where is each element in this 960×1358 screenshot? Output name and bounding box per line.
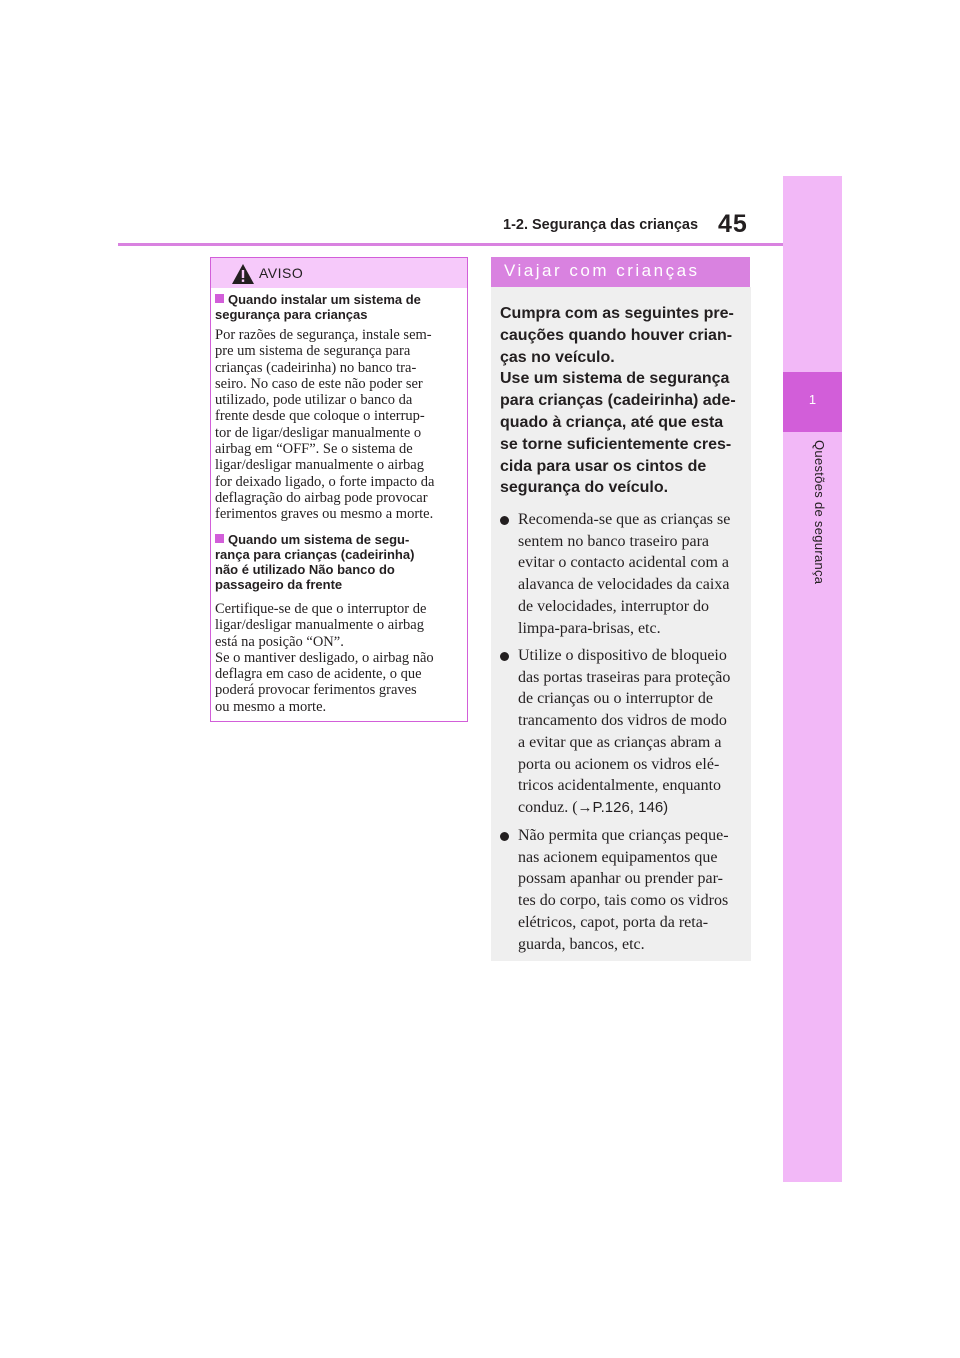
page-reference-link[interactable]: →P.126, 146) (577, 798, 669, 816)
bullet-dot-icon (500, 652, 509, 661)
warning-box (210, 257, 468, 722)
warning-heading-1-text: Quando instalar um sistema de segurança para crianças (215, 292, 421, 322)
header-rule (118, 243, 783, 246)
list-item-text-main: Utilize o dispositivo de bloqueio das portas traseiras para proteção de crianças ou o interruptor de trancamento dos vidros de modo a evitar que as crianças abram a porta ou acionem os vidros elé- tricos acidentalmente, enquanto conduz. ( (518, 647, 731, 816)
chapter-number: 1 (808, 392, 817, 407)
warning-body-2: Certifique-se de que o interruptor de ligar/desligar manualmente o airbag está na posição “ON”. Se o mantiver desligado, o airbag não deflagra em caso de acidente, o que poderá provocar ferimentos graves ou mesmo a morte. (215, 601, 434, 715)
warning-triangle-icon (231, 263, 255, 285)
warning-body-1: Por razões de segurança, instale sem- pre um sistema de segurança para crianças (cadeirinha) no banco tra- seiro. No caso de este não poder ser utilizado, pode utilizar o banco da frente desde que coloque o interrup- tor de ligar/desligar manualmente o airbag em “OFF”. Se o sistema de ligar/desligar manualmente o airbag for deixado ligado, o forte impacto da deflagração do airbag pode provocar ferimentos graves ou mesmo a morte. (215, 327, 435, 523)
info-title: Viajar com crianças (504, 261, 700, 280)
section-title: 1-2. Segurança das crianças (503, 217, 699, 233)
warning-header (211, 258, 467, 288)
warning-heading-2 (215, 532, 463, 592)
warning-title: AVISO (259, 265, 304, 281)
bullet-dot-icon (500, 832, 509, 841)
chapter-side-tab (783, 176, 842, 1182)
list-item-text: Não permita que crianças peque- nas acionem equipamentos que possam apanhar ou prender par- tes do corpo, tais como os vidros elétricos, capot, porta da reta- guarda, bancos, etc. (518, 827, 729, 953)
warning-heading-2-text: Quando um sistema de segu- rança para crianças (cadeirinha) não é utilizado Não banco do passageiro da frente (215, 532, 415, 592)
bullet-dot-icon (500, 516, 509, 525)
warning-heading-1 (215, 292, 463, 322)
list-item-text: Recomenda-se que as crianças se sentem no banco traseiro para evitar o contacto acidental com a alavanca de velocidades da caixa de velocidades, interruptor do limpa-para-brisas, etc. (518, 511, 731, 637)
square-bullet-icon (215, 534, 224, 543)
info-intro: Cumpra com as seguintes pre- cauções quando houver crian- ças no veículo. Use um sistema de segurança para crianças (cadeirinha) ade- quado à criança, até que esta se torne suficientemente cres- cida para usar os cintos de segurança do veículo. (500, 305, 736, 497)
list-item-text (518, 645, 743, 819)
page-number: 45 (718, 210, 748, 238)
square-bullet-icon (215, 294, 224, 303)
chapter-label: Questões de segurança (812, 440, 827, 585)
